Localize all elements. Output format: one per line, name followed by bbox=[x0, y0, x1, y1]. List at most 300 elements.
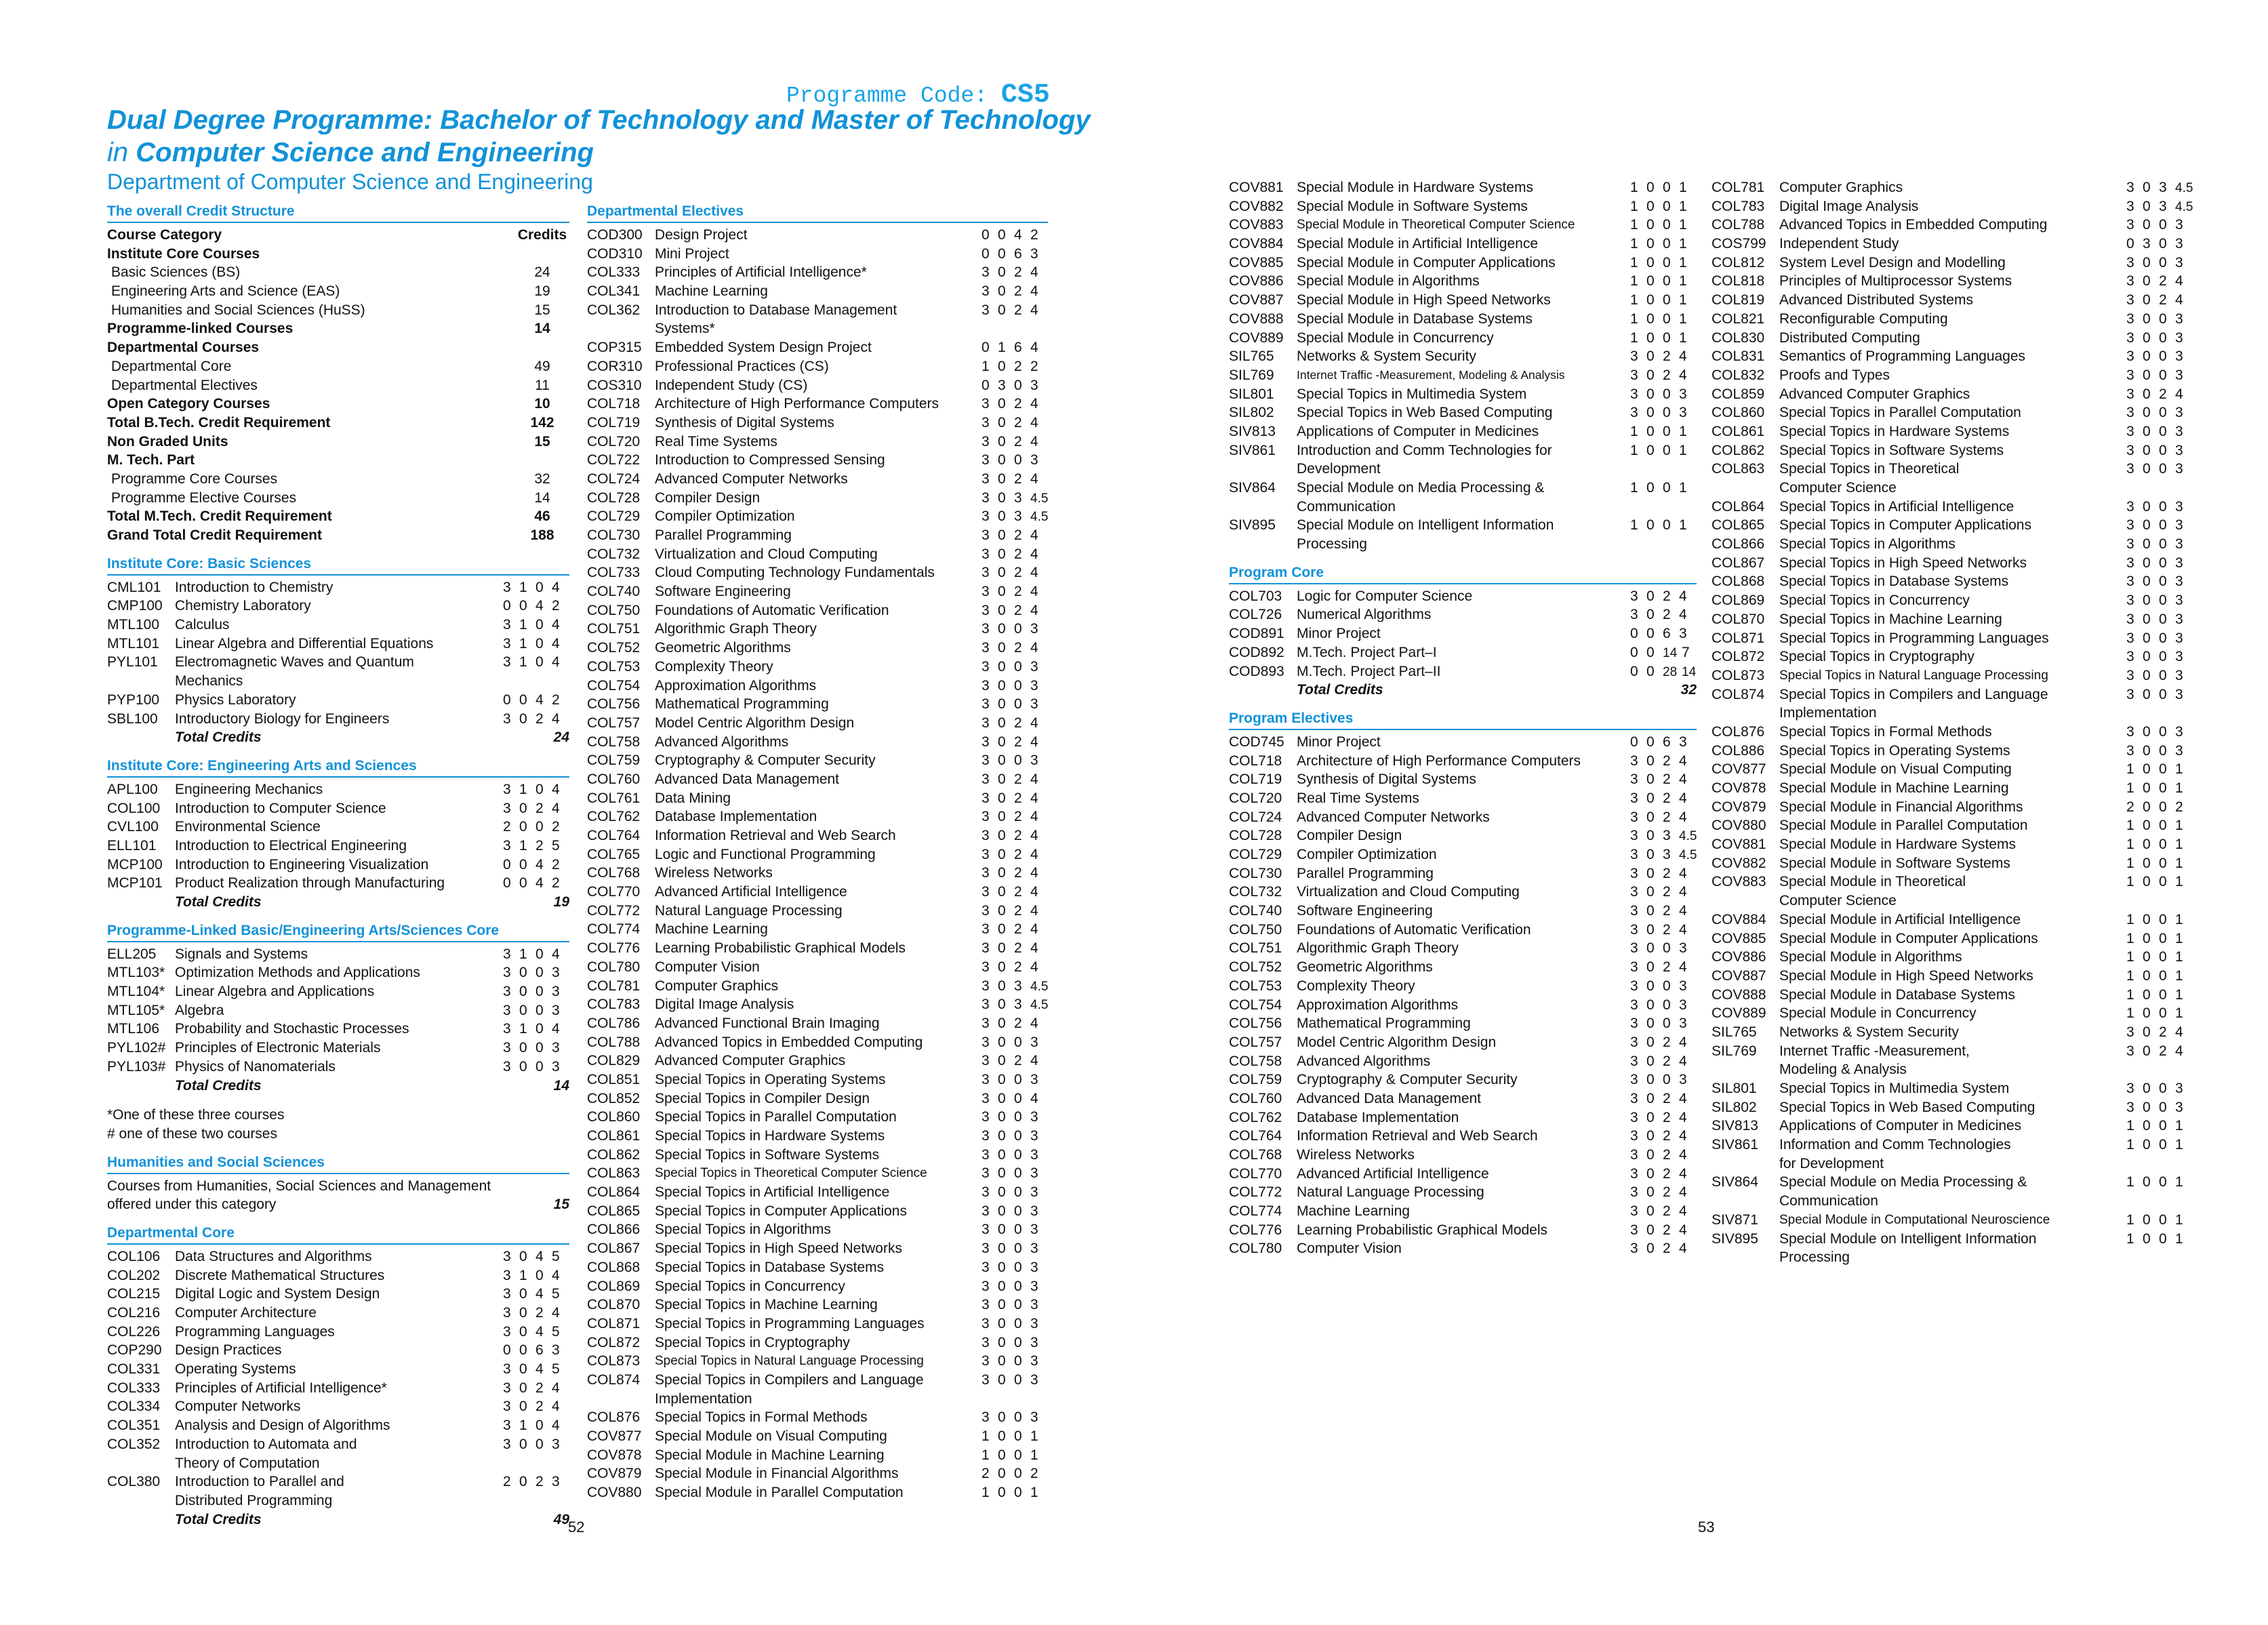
course-credits bbox=[1630, 385, 1697, 404]
credit-component: 0 bbox=[2143, 686, 2151, 702]
course-row bbox=[1229, 460, 1697, 479]
credit-component: 2 bbox=[1663, 1165, 1671, 1182]
course-credits bbox=[1630, 958, 1697, 977]
course-name: Communication bbox=[1779, 1193, 1878, 1209]
credit-component: 1 bbox=[2175, 1005, 2183, 1022]
course-row bbox=[587, 1108, 1048, 1127]
course-code: COL870 bbox=[587, 1297, 641, 1313]
credit-component: 2 bbox=[1663, 1109, 1671, 1125]
credit-component: 3 bbox=[2126, 442, 2134, 458]
credit-component: 4 bbox=[1679, 771, 1687, 788]
credit-component: 5 bbox=[552, 1248, 560, 1264]
credit-component: 2 bbox=[1663, 1053, 1671, 1069]
credit-component: 0 bbox=[1630, 663, 1638, 679]
credit-component: 3 bbox=[981, 1146, 990, 1163]
course-name: Special Module in Database Systems bbox=[1297, 310, 1533, 327]
course-code: COL728 bbox=[587, 489, 641, 506]
credit-component: 4 bbox=[1679, 753, 1687, 769]
credit-component: 2 bbox=[2159, 292, 2167, 308]
credit-component: 0 bbox=[2143, 292, 2151, 308]
total-credits-label: Total Credits bbox=[175, 1511, 262, 1527]
course-name: Logic and Functional Programming bbox=[655, 846, 876, 862]
course-name: Special Topics in Algorithms bbox=[655, 1222, 831, 1238]
course-credits bbox=[503, 710, 569, 729]
credit-component: 4 bbox=[2175, 1024, 2183, 1040]
credit-component: 0 bbox=[1646, 865, 1655, 881]
course-name: Proofs and Types bbox=[1779, 367, 1890, 383]
credit-component: 3 bbox=[2175, 574, 2183, 590]
credit-component: 1 bbox=[1630, 198, 1638, 214]
course-credits bbox=[981, 1089, 1048, 1108]
course-code: SIV813 bbox=[1229, 423, 1276, 439]
course-credits bbox=[2126, 235, 2193, 254]
total-credits-row bbox=[107, 1077, 569, 1096]
credit-component: 0 bbox=[535, 1267, 544, 1283]
credit-component: 0 bbox=[998, 978, 1006, 994]
course-name: Advanced Algorithms bbox=[1297, 1053, 1431, 1069]
credit-component: 1 bbox=[1630, 517, 1638, 534]
credit-category: Institute Core Courses bbox=[107, 245, 260, 262]
course-name: Chemistry Laboratory bbox=[175, 598, 311, 614]
credit-component: 3 bbox=[503, 1399, 511, 1415]
credit-component: 0 bbox=[998, 828, 1006, 843]
course-name: Digital Logic and System Design bbox=[175, 1286, 380, 1302]
course-name: Approximation Algorithms bbox=[655, 677, 817, 694]
course-credits bbox=[503, 874, 569, 893]
course-row bbox=[1229, 902, 1697, 921]
course-code: SIL769 bbox=[1712, 1043, 1757, 1059]
credit-category: Total M.Tech. Credit Requirement bbox=[107, 508, 332, 525]
credit-component: 0 bbox=[1014, 1241, 1022, 1257]
credit-component: 0 bbox=[998, 302, 1006, 318]
course-row bbox=[1712, 891, 2193, 910]
course-row bbox=[1712, 1004, 2193, 1023]
credit-component: 4 bbox=[1679, 1165, 1687, 1182]
course-name: Special Module in High Speed Networks bbox=[1297, 292, 1551, 308]
course-code: COL341 bbox=[587, 283, 641, 300]
credit-component: 4 bbox=[1030, 264, 1038, 281]
credit-component: 0 bbox=[1014, 1203, 1022, 1219]
course-row bbox=[107, 945, 569, 964]
credit-component: 3 bbox=[1679, 997, 1687, 1013]
course-credits bbox=[503, 837, 569, 856]
course-row bbox=[1712, 742, 2193, 761]
credit-component: 3 bbox=[1679, 405, 1687, 421]
course-code: COL780 bbox=[587, 959, 641, 975]
course-credits bbox=[1630, 329, 1697, 348]
course-row bbox=[1712, 1155, 2193, 1173]
course-name: Product Realization through Manufacturing bbox=[175, 875, 445, 891]
course-credits bbox=[981, 1483, 1048, 1502]
course-row bbox=[1712, 1136, 2193, 1155]
course-row bbox=[1229, 197, 1697, 216]
course-row bbox=[587, 1390, 1048, 1409]
credit-component: 0 bbox=[998, 1297, 1006, 1313]
credit-component: 2 bbox=[1014, 302, 1022, 318]
course-row bbox=[107, 691, 569, 710]
course-code: COL752 bbox=[587, 640, 641, 656]
course-code: COL216 bbox=[107, 1305, 161, 1321]
credit-component: 3 bbox=[1014, 489, 1022, 506]
course-credits bbox=[2126, 1079, 2193, 1098]
course-code: COL868 bbox=[1712, 574, 1765, 590]
course-code: COL812 bbox=[1712, 254, 1765, 270]
course-row bbox=[587, 677, 1048, 696]
course-credits bbox=[2126, 554, 2193, 573]
course-code: COL724 bbox=[1229, 809, 1282, 825]
course-row bbox=[107, 1360, 569, 1379]
total-credits-row bbox=[1229, 681, 1697, 700]
course-code: PYL103# bbox=[107, 1058, 166, 1075]
credit-component: 1 bbox=[1630, 442, 1638, 458]
credit-component: 0 bbox=[1646, 1184, 1655, 1201]
course-code: COL351 bbox=[107, 1418, 161, 1434]
credit-component: 3 bbox=[2175, 254, 2183, 270]
course-credits bbox=[2126, 986, 2193, 1005]
course-credits bbox=[1630, 272, 1697, 291]
credit-component: 0 bbox=[998, 1315, 1006, 1331]
credit-component: 7 bbox=[1682, 644, 1690, 660]
course-credits bbox=[981, 658, 1048, 677]
course-code: COD745 bbox=[1229, 734, 1284, 750]
credit-component: 1 bbox=[2175, 1118, 2183, 1134]
credit-component: 4 bbox=[1679, 959, 1687, 976]
credit-component: 2 bbox=[1663, 1034, 1671, 1050]
credit-value bbox=[515, 338, 569, 357]
credit-component: 3 bbox=[981, 1371, 990, 1388]
course-name: Special Topics in Algorithms bbox=[1779, 536, 1956, 553]
course-code: CMP100 bbox=[107, 598, 163, 614]
credit-category: Departmental Core bbox=[111, 358, 232, 374]
course-name: Database Implementation bbox=[1297, 1109, 1459, 1125]
credit-component: 2 bbox=[1663, 959, 1671, 976]
total-credits-label: Total Credits bbox=[175, 894, 262, 910]
credit-component: 2 bbox=[1014, 828, 1022, 843]
credit-component: 0 bbox=[503, 1342, 511, 1359]
credit-component: 0 bbox=[2143, 742, 2151, 759]
course-name: Reconfigurable Computing bbox=[1779, 310, 1948, 327]
course-code: COL754 bbox=[1229, 997, 1282, 1013]
course-credits bbox=[2126, 1192, 2193, 1211]
credit-component: 4.5 bbox=[1679, 848, 1697, 862]
course-row bbox=[587, 1127, 1048, 1146]
course-name: Independent Study (CS) bbox=[655, 377, 808, 393]
credit-component: 3 bbox=[1630, 771, 1638, 788]
credit-component: 0 bbox=[1663, 1016, 1671, 1032]
course-code: COL865 bbox=[1712, 517, 1765, 534]
course-code: COL380 bbox=[107, 1474, 161, 1490]
credit-component: 3 bbox=[981, 283, 990, 300]
course-row bbox=[1712, 816, 2193, 835]
credit-component: 1 bbox=[2175, 818, 2183, 834]
total-credits-value: 19 bbox=[553, 894, 569, 910]
course-credits bbox=[503, 1266, 569, 1285]
course-row bbox=[107, 1266, 569, 1285]
course-credits bbox=[981, 733, 1048, 752]
credit-component: 4 bbox=[535, 1286, 544, 1302]
program-electives-table bbox=[1229, 733, 1697, 1258]
course-name: Advanced Functional Brain Imaging bbox=[655, 1015, 880, 1031]
course-row bbox=[1229, 385, 1697, 404]
credit-component: 0 bbox=[998, 1203, 1006, 1219]
course-credits bbox=[1630, 1052, 1697, 1071]
course-code: COL726 bbox=[1229, 607, 1282, 623]
course-code: COL781 bbox=[587, 978, 641, 994]
credit-component: 0 bbox=[2143, 837, 2151, 853]
credit-component: 3 bbox=[981, 771, 990, 787]
course-row bbox=[107, 1247, 569, 1266]
credit-component: 2 bbox=[1014, 846, 1022, 862]
credit-component: 0 bbox=[535, 654, 544, 670]
credit-component: 4 bbox=[1030, 1090, 1038, 1106]
credit-component: 1 bbox=[519, 1267, 527, 1283]
course-code: MCP101 bbox=[107, 875, 163, 891]
course-row bbox=[1229, 479, 1697, 498]
course-code: COL864 bbox=[587, 1184, 641, 1201]
credit-component: 1 bbox=[1679, 517, 1687, 534]
credit-structure-row bbox=[107, 376, 569, 395]
credit-component: 0 bbox=[998, 1165, 1006, 1182]
credit-component: 4 bbox=[1030, 546, 1038, 562]
course-credits bbox=[2126, 685, 2193, 704]
course-name: Design Practices bbox=[175, 1342, 282, 1359]
credit-component: 0 bbox=[535, 965, 544, 981]
credit-component: 2 bbox=[1663, 1184, 1671, 1201]
credit-component: 1 bbox=[2126, 1174, 2134, 1190]
course-code: COL759 bbox=[587, 753, 641, 769]
credit-component: 0 bbox=[2143, 517, 2151, 534]
credit-component: 0 bbox=[1646, 607, 1655, 623]
credit-component: 2 bbox=[2159, 273, 2167, 289]
course-row bbox=[1229, 733, 1697, 752]
course-code: COV882 bbox=[1712, 855, 1766, 871]
course-credits bbox=[503, 635, 569, 654]
course-code: COL830 bbox=[1712, 329, 1765, 346]
credit-component: 0 bbox=[1014, 658, 1022, 675]
course-name: Model Centric Algorithm Design bbox=[1297, 1034, 1497, 1050]
credit-category: Grand Total Credit Requirement bbox=[107, 527, 322, 543]
credit-component: 4 bbox=[2175, 386, 2183, 402]
course-row bbox=[107, 982, 569, 1001]
credit-component: 0 bbox=[998, 790, 1006, 806]
credit-component: 3 bbox=[2126, 574, 2134, 590]
credit-component: 0 bbox=[2159, 442, 2167, 458]
credit-component: 0 bbox=[1014, 1466, 1022, 1482]
credit-component: 2 bbox=[981, 1466, 990, 1482]
credit-component: 3 bbox=[2126, 348, 2134, 365]
course-name: Compiler Optimization bbox=[1297, 847, 1437, 862]
credit-component: 0 bbox=[1014, 1259, 1022, 1275]
credit-component: 0 bbox=[1646, 1072, 1655, 1088]
course-name: Geometric Algorithms bbox=[655, 640, 791, 656]
course-row bbox=[587, 1315, 1048, 1333]
credit-component: 1 bbox=[1030, 1485, 1038, 1501]
course-row bbox=[107, 1472, 569, 1491]
course-name: Special Module in Algorithms bbox=[1297, 273, 1480, 289]
course-credits bbox=[2126, 1230, 2193, 1249]
course-code: COV879 bbox=[587, 1466, 642, 1482]
course-name: Synthesis of Digital Systems bbox=[655, 414, 834, 430]
credit-component: 3 bbox=[2175, 1081, 2183, 1096]
course-row bbox=[587, 282, 1048, 301]
credit-component: 3 bbox=[1630, 348, 1638, 365]
credit-component: 3 bbox=[503, 579, 511, 595]
course-row bbox=[587, 1464, 1048, 1483]
credit-component: 0 bbox=[2143, 855, 2151, 871]
course-name: Special Topics in Machine Learning bbox=[1779, 611, 2002, 627]
credit-component: 0 bbox=[1646, 790, 1655, 806]
credit-component: 0 bbox=[2143, 1099, 2151, 1115]
credit-component: 4 bbox=[1679, 903, 1687, 919]
credit-component: 4 bbox=[552, 654, 560, 670]
department-name: Department of Computer Science and Engineering bbox=[107, 169, 593, 194]
course-code: COL863 bbox=[1712, 461, 1765, 477]
course-row bbox=[587, 1220, 1048, 1239]
credit-component: 0 bbox=[2159, 949, 2167, 965]
course-credits bbox=[981, 582, 1048, 601]
course-row bbox=[1712, 591, 2193, 610]
credit-component: 0 bbox=[1646, 1165, 1655, 1182]
course-name: Special Module in Computational Neuroscience bbox=[1779, 1212, 2050, 1227]
course-credits bbox=[981, 1051, 1048, 1070]
credit-component: 3 bbox=[981, 1409, 990, 1426]
credit-component: 0 bbox=[998, 640, 1006, 656]
course-code: SIV813 bbox=[1712, 1118, 1758, 1134]
credit-component: 0 bbox=[2143, 723, 2151, 740]
credit-component: 3 bbox=[981, 959, 990, 975]
credit-value bbox=[515, 451, 569, 470]
credit-component: 3 bbox=[1630, 809, 1638, 825]
course-code: MTL101 bbox=[107, 635, 160, 651]
course-row bbox=[587, 376, 1048, 395]
course-row bbox=[1229, 1183, 1697, 1202]
credit-component: 0 bbox=[1646, 480, 1655, 496]
course-credits bbox=[503, 1454, 569, 1473]
course-row bbox=[1229, 516, 1697, 535]
credit-component: 3 bbox=[1030, 1409, 1038, 1426]
course-row bbox=[107, 1397, 569, 1416]
course-row bbox=[1712, 1192, 2193, 1211]
course-credits bbox=[981, 714, 1048, 733]
course-name: Special Module in Algorithms bbox=[1779, 949, 1962, 965]
credit-component: 3 bbox=[503, 1248, 511, 1264]
credit-component: 4 bbox=[535, 598, 544, 614]
course-row bbox=[1229, 272, 1697, 291]
credit-component: 4 bbox=[1030, 1015, 1038, 1031]
course-name: Compiler Optimization bbox=[655, 508, 795, 525]
course-name: Computer Networks bbox=[175, 1399, 301, 1415]
course-code: COL867 bbox=[587, 1241, 641, 1257]
course-name: Modeling & Analysis bbox=[1779, 1062, 1907, 1078]
course-row bbox=[1229, 996, 1697, 1015]
credit-component: 0 bbox=[998, 1222, 1006, 1238]
credit-component: 1 bbox=[2126, 780, 2134, 796]
credit-component: 0 bbox=[1646, 273, 1655, 289]
course-row bbox=[107, 963, 569, 982]
course-code: COV886 bbox=[1712, 949, 1766, 965]
huss-heading: Humanities and Social Sciences bbox=[107, 1153, 569, 1174]
course-credits bbox=[1630, 460, 1697, 479]
course-code: COP315 bbox=[587, 340, 642, 356]
course-name: Special Topics in Software Systems bbox=[655, 1146, 880, 1163]
course-code: SIV864 bbox=[1712, 1174, 1758, 1190]
credit-component: 0 bbox=[998, 1259, 1006, 1275]
course-code: COL768 bbox=[1229, 1147, 1282, 1163]
course-name: Processing bbox=[1779, 1249, 1850, 1266]
credit-component: 0 bbox=[998, 1428, 1006, 1444]
course-credits bbox=[1630, 1202, 1697, 1221]
credit-component: 3 bbox=[2175, 536, 2183, 553]
course-row bbox=[1712, 647, 2193, 666]
course-credits bbox=[2126, 1117, 2193, 1136]
course-name: Networks & System Security bbox=[1297, 348, 1476, 365]
course-name: Machine Learning bbox=[655, 921, 768, 938]
course-code: COD891 bbox=[1229, 626, 1284, 642]
credit-component: 3 bbox=[2175, 405, 2183, 421]
course-credits bbox=[1630, 254, 1697, 273]
course-name: Special Module in High Speed Networks bbox=[1779, 967, 2033, 984]
credit-component: 3 bbox=[2126, 386, 2134, 402]
course-credits bbox=[2126, 479, 2193, 498]
course-row bbox=[1712, 441, 2193, 460]
credit-component: 3 bbox=[981, 884, 990, 900]
course-name: Design Project bbox=[655, 227, 748, 243]
credit-component: 3 bbox=[1630, 978, 1638, 994]
course-row bbox=[1712, 554, 2193, 573]
credit-component: 0 bbox=[2143, 254, 2151, 270]
course-name: Natural Language Processing bbox=[655, 902, 843, 919]
credit-component: 3 bbox=[1030, 696, 1038, 713]
credit-component: 2 bbox=[1014, 771, 1022, 787]
course-code: COL866 bbox=[587, 1222, 641, 1238]
credit-component: 3 bbox=[1030, 1128, 1038, 1144]
course-credits bbox=[981, 1296, 1048, 1315]
credit-component: 0 bbox=[2143, 555, 2151, 571]
course-name: Special Topics in Web Based Computing bbox=[1779, 1099, 2036, 1115]
credit-component: 0 bbox=[998, 508, 1006, 525]
course-credits bbox=[981, 451, 1048, 470]
credit-structure-row bbox=[107, 414, 569, 433]
course-code bbox=[107, 1454, 175, 1473]
credit-component: 3 bbox=[2175, 310, 2183, 327]
course-code: COV877 bbox=[587, 1428, 642, 1444]
credit-component: 3 bbox=[2159, 198, 2167, 214]
credit-component: 1 bbox=[519, 837, 527, 854]
credit-component: 4 bbox=[535, 856, 544, 872]
credit-value: 19 bbox=[534, 283, 550, 300]
credit-component: 4 bbox=[2175, 273, 2183, 289]
credit-value: 15 bbox=[534, 433, 550, 449]
course-row bbox=[1712, 666, 2193, 685]
credit-component: 2 bbox=[1663, 607, 1671, 623]
course-code: COL874 bbox=[1712, 686, 1765, 702]
credit-component: 0 bbox=[2143, 1005, 2151, 1022]
credit-component: 2 bbox=[1014, 264, 1022, 281]
credit-component: 0 bbox=[519, 1058, 527, 1075]
credit-component: 0 bbox=[998, 621, 1006, 637]
course-code: COL868 bbox=[587, 1259, 641, 1275]
credit-component: 0 bbox=[519, 1305, 527, 1321]
credit-value: 46 bbox=[534, 508, 550, 525]
course-name: Advanced Artificial Intelligence bbox=[1297, 1165, 1489, 1182]
credit-component: 0 bbox=[1014, 1184, 1022, 1201]
course-row bbox=[1229, 291, 1697, 310]
modules-table bbox=[1229, 178, 1697, 554]
credit-component: 0 bbox=[1646, 1203, 1655, 1220]
course-name: Special Topics in Theoretical bbox=[1779, 461, 1960, 477]
course-row bbox=[1712, 1211, 2193, 1230]
credit-component: 0 bbox=[2159, 1174, 2167, 1190]
